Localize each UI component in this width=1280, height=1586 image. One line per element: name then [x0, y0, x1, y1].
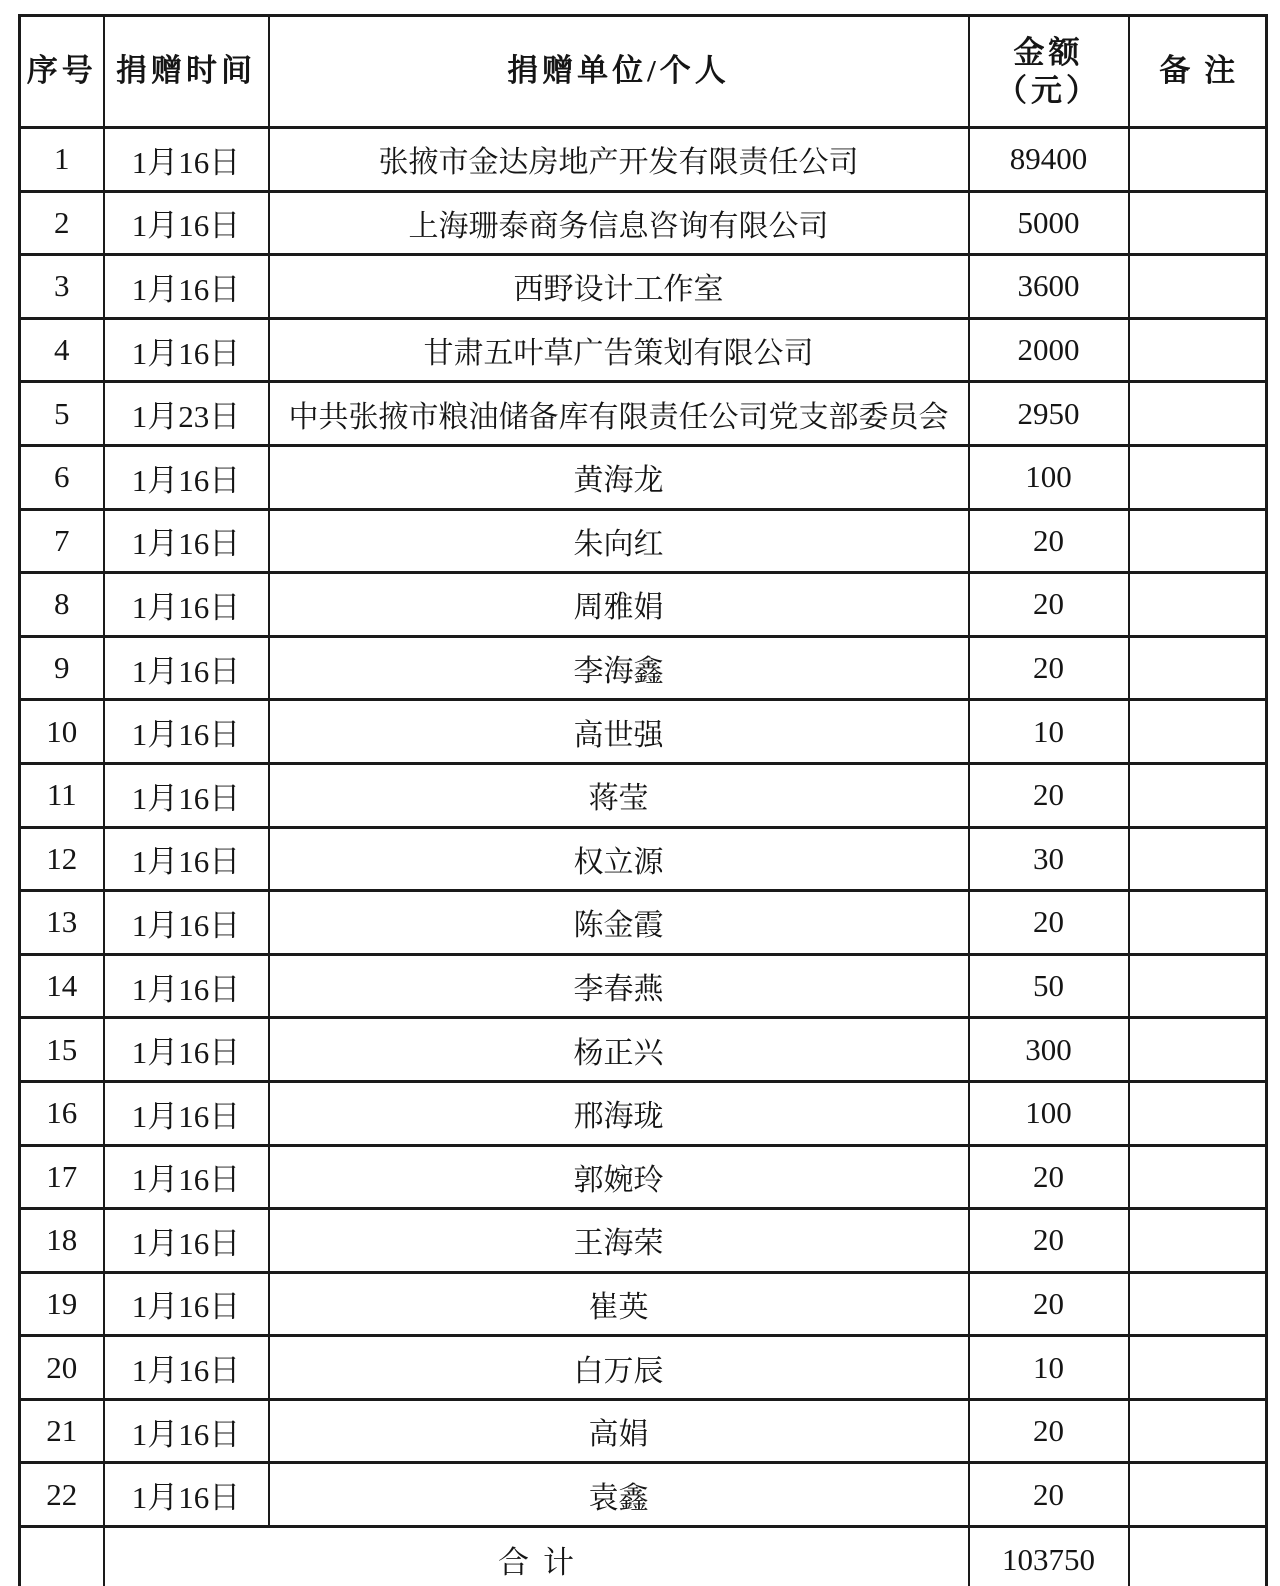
row-note: [1129, 1209, 1267, 1273]
row-index: 22: [20, 1463, 104, 1527]
header-row: [20, 16, 1267, 128]
row-note: [1129, 636, 1267, 700]
row-date: 1月16日: [104, 700, 269, 764]
table-row: [20, 1145, 1267, 1209]
row-note: [1129, 509, 1267, 573]
row-amount: 10: [969, 700, 1129, 764]
table-row: [20, 445, 1267, 509]
donation-table: [18, 14, 1268, 1586]
row-index: 15: [20, 1018, 104, 1082]
header-date: 捐赠时间: [104, 16, 269, 128]
row-note: [1129, 1081, 1267, 1145]
table-row: [20, 1081, 1267, 1145]
row-date: 1月16日: [104, 1145, 269, 1209]
table-row: [20, 382, 1267, 446]
header-amount-line1: 金额: [1013, 34, 1084, 70]
row-note: [1129, 891, 1267, 955]
row-index: 16: [20, 1081, 104, 1145]
total-amount: 103750: [969, 1527, 1129, 1586]
row-donor: 黄海龙: [269, 445, 969, 509]
row-amount: 30: [969, 827, 1129, 891]
row-donor: 甘肃五叶草广告策划有限公司: [269, 318, 969, 382]
row-index: 19: [20, 1272, 104, 1336]
header-amount-line2: （元）: [996, 72, 1101, 108]
row-note: [1129, 573, 1267, 637]
row-index: 2: [20, 191, 104, 255]
row-amount: 20: [969, 1272, 1129, 1336]
row-donor: 袁鑫: [269, 1463, 969, 1527]
header-note: 备注: [1129, 16, 1267, 128]
row-amount: 300: [969, 1018, 1129, 1082]
table-row: [20, 1209, 1267, 1273]
row-donor: 陈金霞: [269, 891, 969, 955]
row-index: 5: [20, 382, 104, 446]
row-date: 1月16日: [104, 573, 269, 637]
table-row: [20, 573, 1267, 637]
row-amount: 50: [969, 954, 1129, 1018]
row-donor: 李春燕: [269, 954, 969, 1018]
row-donor: 白万辰: [269, 1336, 969, 1400]
row-index: 7: [20, 509, 104, 573]
row-amount: 5000: [969, 191, 1129, 255]
row-donor: 崔英: [269, 1272, 969, 1336]
row-date: 1月23日: [104, 382, 269, 446]
table-row: [20, 191, 1267, 255]
row-donor: 周雅娟: [269, 573, 969, 637]
table-row: [20, 128, 1267, 192]
row-date: 1月16日: [104, 891, 269, 955]
row-date: 1月16日: [104, 1463, 269, 1527]
row-amount: 20: [969, 573, 1129, 637]
row-index: 8: [20, 573, 104, 637]
row-note: [1129, 1272, 1267, 1336]
table-row: [20, 1272, 1267, 1336]
row-donor: 邢海珑: [269, 1081, 969, 1145]
row-amount: 2950: [969, 382, 1129, 446]
table-row: [20, 636, 1267, 700]
row-note: [1129, 128, 1267, 192]
row-donor: 杨正兴: [269, 1018, 969, 1082]
row-amount: 20: [969, 891, 1129, 955]
table-row: [20, 1336, 1267, 1400]
row-index: 14: [20, 954, 104, 1018]
table-row: [20, 1018, 1267, 1082]
row-amount: 20: [969, 636, 1129, 700]
row-amount: 100: [969, 445, 1129, 509]
row-index: 12: [20, 827, 104, 891]
row-amount: 20: [969, 1399, 1129, 1463]
row-amount: 20: [969, 763, 1129, 827]
table-row: [20, 1463, 1267, 1527]
row-donor: 权立源: [269, 827, 969, 891]
row-amount: 3600: [969, 255, 1129, 319]
row-note: [1129, 445, 1267, 509]
table-row: [20, 954, 1267, 1018]
row-donor: 高世强: [269, 700, 969, 764]
row-note: [1129, 954, 1267, 1018]
header-amount: [969, 16, 1129, 128]
row-index: 3: [20, 255, 104, 319]
row-amount: 20: [969, 1209, 1129, 1273]
row-donor: 李海鑫: [269, 636, 969, 700]
row-amount: 10: [969, 1336, 1129, 1400]
row-note: [1129, 827, 1267, 891]
row-note: [1129, 1399, 1267, 1463]
row-donor: 上海珊泰商务信息咨询有限公司: [269, 191, 969, 255]
table-row: [20, 255, 1267, 319]
row-note: [1129, 763, 1267, 827]
table-row: [20, 509, 1267, 573]
table-row: [20, 763, 1267, 827]
total-label: 合计: [104, 1527, 969, 1586]
total-note-cell: [1129, 1527, 1267, 1586]
row-index: 1: [20, 128, 104, 192]
row-amount: 100: [969, 1081, 1129, 1145]
row-index: 6: [20, 445, 104, 509]
row-date: 1月16日: [104, 1336, 269, 1400]
row-date: 1月16日: [104, 1209, 269, 1273]
row-date: 1月16日: [104, 1399, 269, 1463]
table-row: [20, 1399, 1267, 1463]
row-index: 9: [20, 636, 104, 700]
row-date: 1月16日: [104, 1272, 269, 1336]
row-amount: 20: [969, 1145, 1129, 1209]
row-index: 10: [20, 700, 104, 764]
row-note: [1129, 191, 1267, 255]
row-date: 1月16日: [104, 1081, 269, 1145]
row-donor: 西野设计工作室: [269, 255, 969, 319]
row-note: [1129, 1336, 1267, 1400]
header-index: 序号: [20, 16, 104, 128]
row-date: 1月16日: [104, 318, 269, 382]
row-note: [1129, 382, 1267, 446]
row-donor: 朱向红: [269, 509, 969, 573]
row-index: 20: [20, 1336, 104, 1400]
row-date: 1月16日: [104, 128, 269, 192]
row-index: 4: [20, 318, 104, 382]
row-date: 1月16日: [104, 763, 269, 827]
row-index: 18: [20, 1209, 104, 1273]
row-date: 1月16日: [104, 509, 269, 573]
row-index: 13: [20, 891, 104, 955]
row-donor: 蒋莹: [269, 763, 969, 827]
row-note: [1129, 255, 1267, 319]
row-donor: 王海荣: [269, 1209, 969, 1273]
table-row: [20, 318, 1267, 382]
row-date: 1月16日: [104, 255, 269, 319]
row-note: [1129, 700, 1267, 764]
row-date: 1月16日: [104, 954, 269, 1018]
table-row: [20, 891, 1267, 955]
table-row: [20, 700, 1267, 764]
table-row: [20, 827, 1267, 891]
total-index-cell: [20, 1527, 104, 1586]
total-row: [20, 1527, 1267, 1586]
row-amount: 20: [969, 509, 1129, 573]
row-donor: 高娟: [269, 1399, 969, 1463]
row-note: [1129, 1145, 1267, 1209]
row-amount: 89400: [969, 128, 1129, 192]
row-index: 11: [20, 763, 104, 827]
row-date: 1月16日: [104, 445, 269, 509]
row-note: [1129, 1018, 1267, 1082]
row-date: 1月16日: [104, 827, 269, 891]
row-donor: 张掖市金达房地产开发有限责任公司: [269, 128, 969, 192]
row-donor: 中共张掖市粮油储备库有限责任公司党支部委员会: [269, 382, 969, 446]
row-date: 1月16日: [104, 636, 269, 700]
row-note: [1129, 1463, 1267, 1527]
row-amount: 20: [969, 1463, 1129, 1527]
row-date: 1月16日: [104, 191, 269, 255]
row-index: 17: [20, 1145, 104, 1209]
row-index: 21: [20, 1399, 104, 1463]
row-amount: 2000: [969, 318, 1129, 382]
row-donor: 郭婉玲: [269, 1145, 969, 1209]
header-donor: 捐赠单位/个人: [269, 16, 969, 128]
row-note: [1129, 318, 1267, 382]
row-date: 1月16日: [104, 1018, 269, 1082]
